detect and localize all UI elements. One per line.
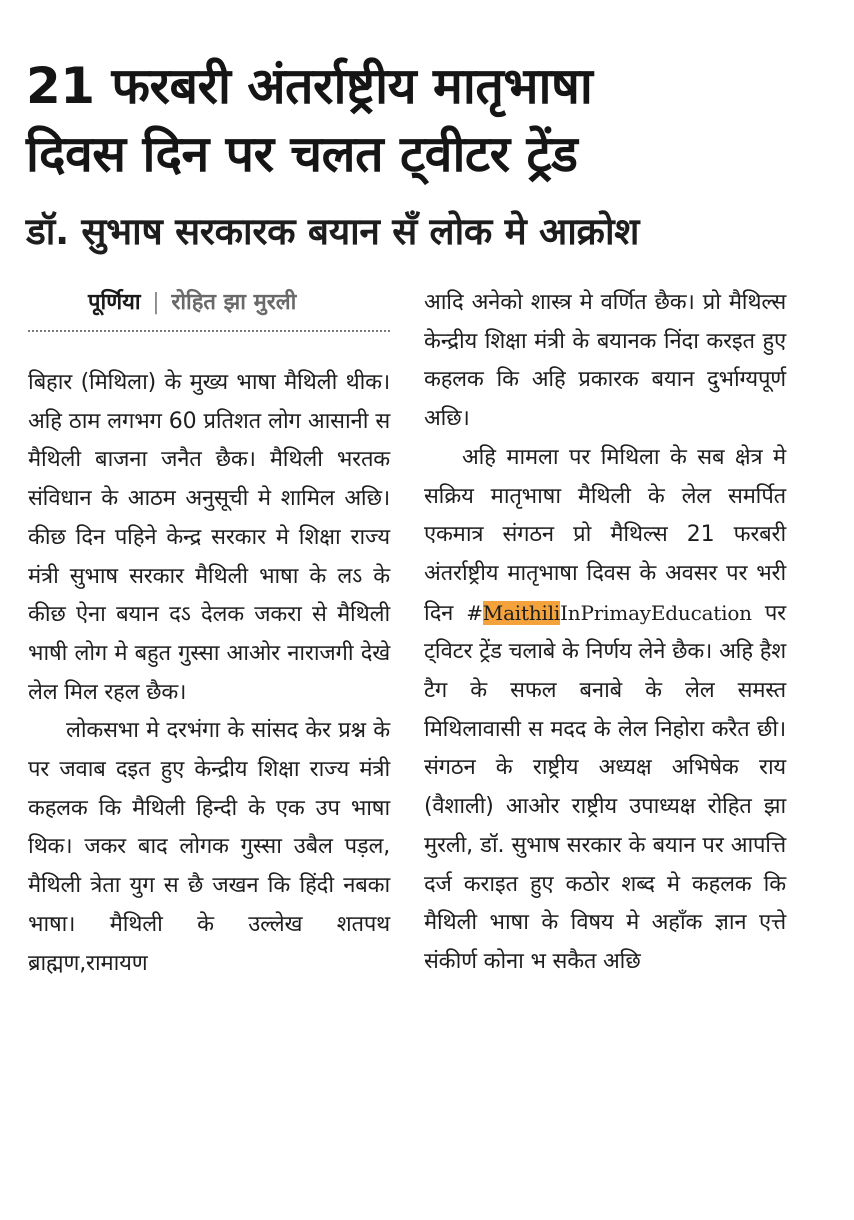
byline-place: पूर्णिया [88,290,141,315]
right-paragraph-2-intro: अहि मामला पर मिथिला के सब क्षेत्र मे सक्रिय मातृभाषा मैथिली के लेल समर्पित एकमात्र संगठन प्रो मैथिल्स 21 फरबरी अंतर्राष्ट्रीय मातृभाषा दिवस के अवसर पर भरी दिन [424,444,786,626]
hashtag [466,601,752,625]
headline-line-2: दिवस दिन पर चलत ट्वीटर ट्रेंड [26,125,578,183]
hashtag-prefix: # [466,600,483,625]
article-column-right [424,284,786,982]
left-paragraph-1: बिहार (मिथिला) के मुख्य भाषा मैथिली थीक। अहि ठाम लगभग 60 प्रतिशत लोग आसानी स मैथिली बाजना जनैत छैक। मैथिली भरतक संविधान के आठम अनुसूची मे शामिल अछि। कीछ दिन पहिने केन्द्र सरकार मे शिक्षा राज्य मंत्री सुभाष सरकार मैथिली भाषा के लऽ के कीछ ऐना बयान दऽ देलक जकरा से मैथिली भाषी लोग मे बहुत गुस्सा आओर नाराजगी देखे लेल मिल रहल छैक। [28,370,390,705]
hashtag-highlight: Maithili [482,600,561,625]
byline-author: रोहित झा मुरली [171,290,297,315]
byline-divider [28,330,390,332]
left-paragraph-2: लोकसभा मे दरभंगा के सांसद केर प्रश्न के पर जवाब दइत हुए केन्द्रीय शिक्षा राज्य मंत्री कहलक कि मैथिली हिन्दी के एक उप भाषा थिक। जकर बाद लोगक गुस्सा उबैल पड़ल, मैथिली त्रेता युग स छै जखन कि हिंदी नबका भाषा। मैथिली के उल्लेख शतपथ ब्राह्मण,रामायण [28,718,390,976]
right-paragraph-2 [424,439,786,982]
hashtag-rest: InPrimayEducation [560,600,752,625]
right-paragraph-2-rest: पर ट्विटर ट्रेंड चलाबे के निर्णय लेने छैक। अहि हैश टैग के सफल बनाबे के लेल समस्त मिथिलावासी स मदद के लेल निहोरा करैत छी। संगठन के राष्ट्रीय अध्यक्ष अभिषेक राय (वैशाली) आओर राष्ट्रीय उपाध्यक्ष रोहित झा मुरली, डॉ. सुभाष सरकार के बयान पर आपत्ति दर्ज कराइत हुए कठोर शब्द मे कहलक कि मैथिली भाषा के विषय मे अहाँक ज्ञान एत्ते संकीर्ण कोना भ सकैत अछि [424,600,786,974]
article-column-left [28,364,390,983]
subheadline: डॉ. सुभाष सरकारक बयान सँ लोक मे आक्रोश [26,210,640,253]
byline [88,286,296,320]
headline-line-1: 21 फरबरी अंतर्राष्ट्रीय मातृभाषा [26,57,593,115]
byline-separator: | [152,290,160,315]
headline [26,52,826,188]
right-paragraph-1: आदि अनेको शास्त्र मे वर्णित छैक। प्रो मैथिल्स केन्द्रीय शिक्षा मंत्री के बयानक निंदा करइत हुए कहलक कि अहि प्रकारक बयान दुर्भाग्यपूर्ण अछि। [424,290,786,432]
